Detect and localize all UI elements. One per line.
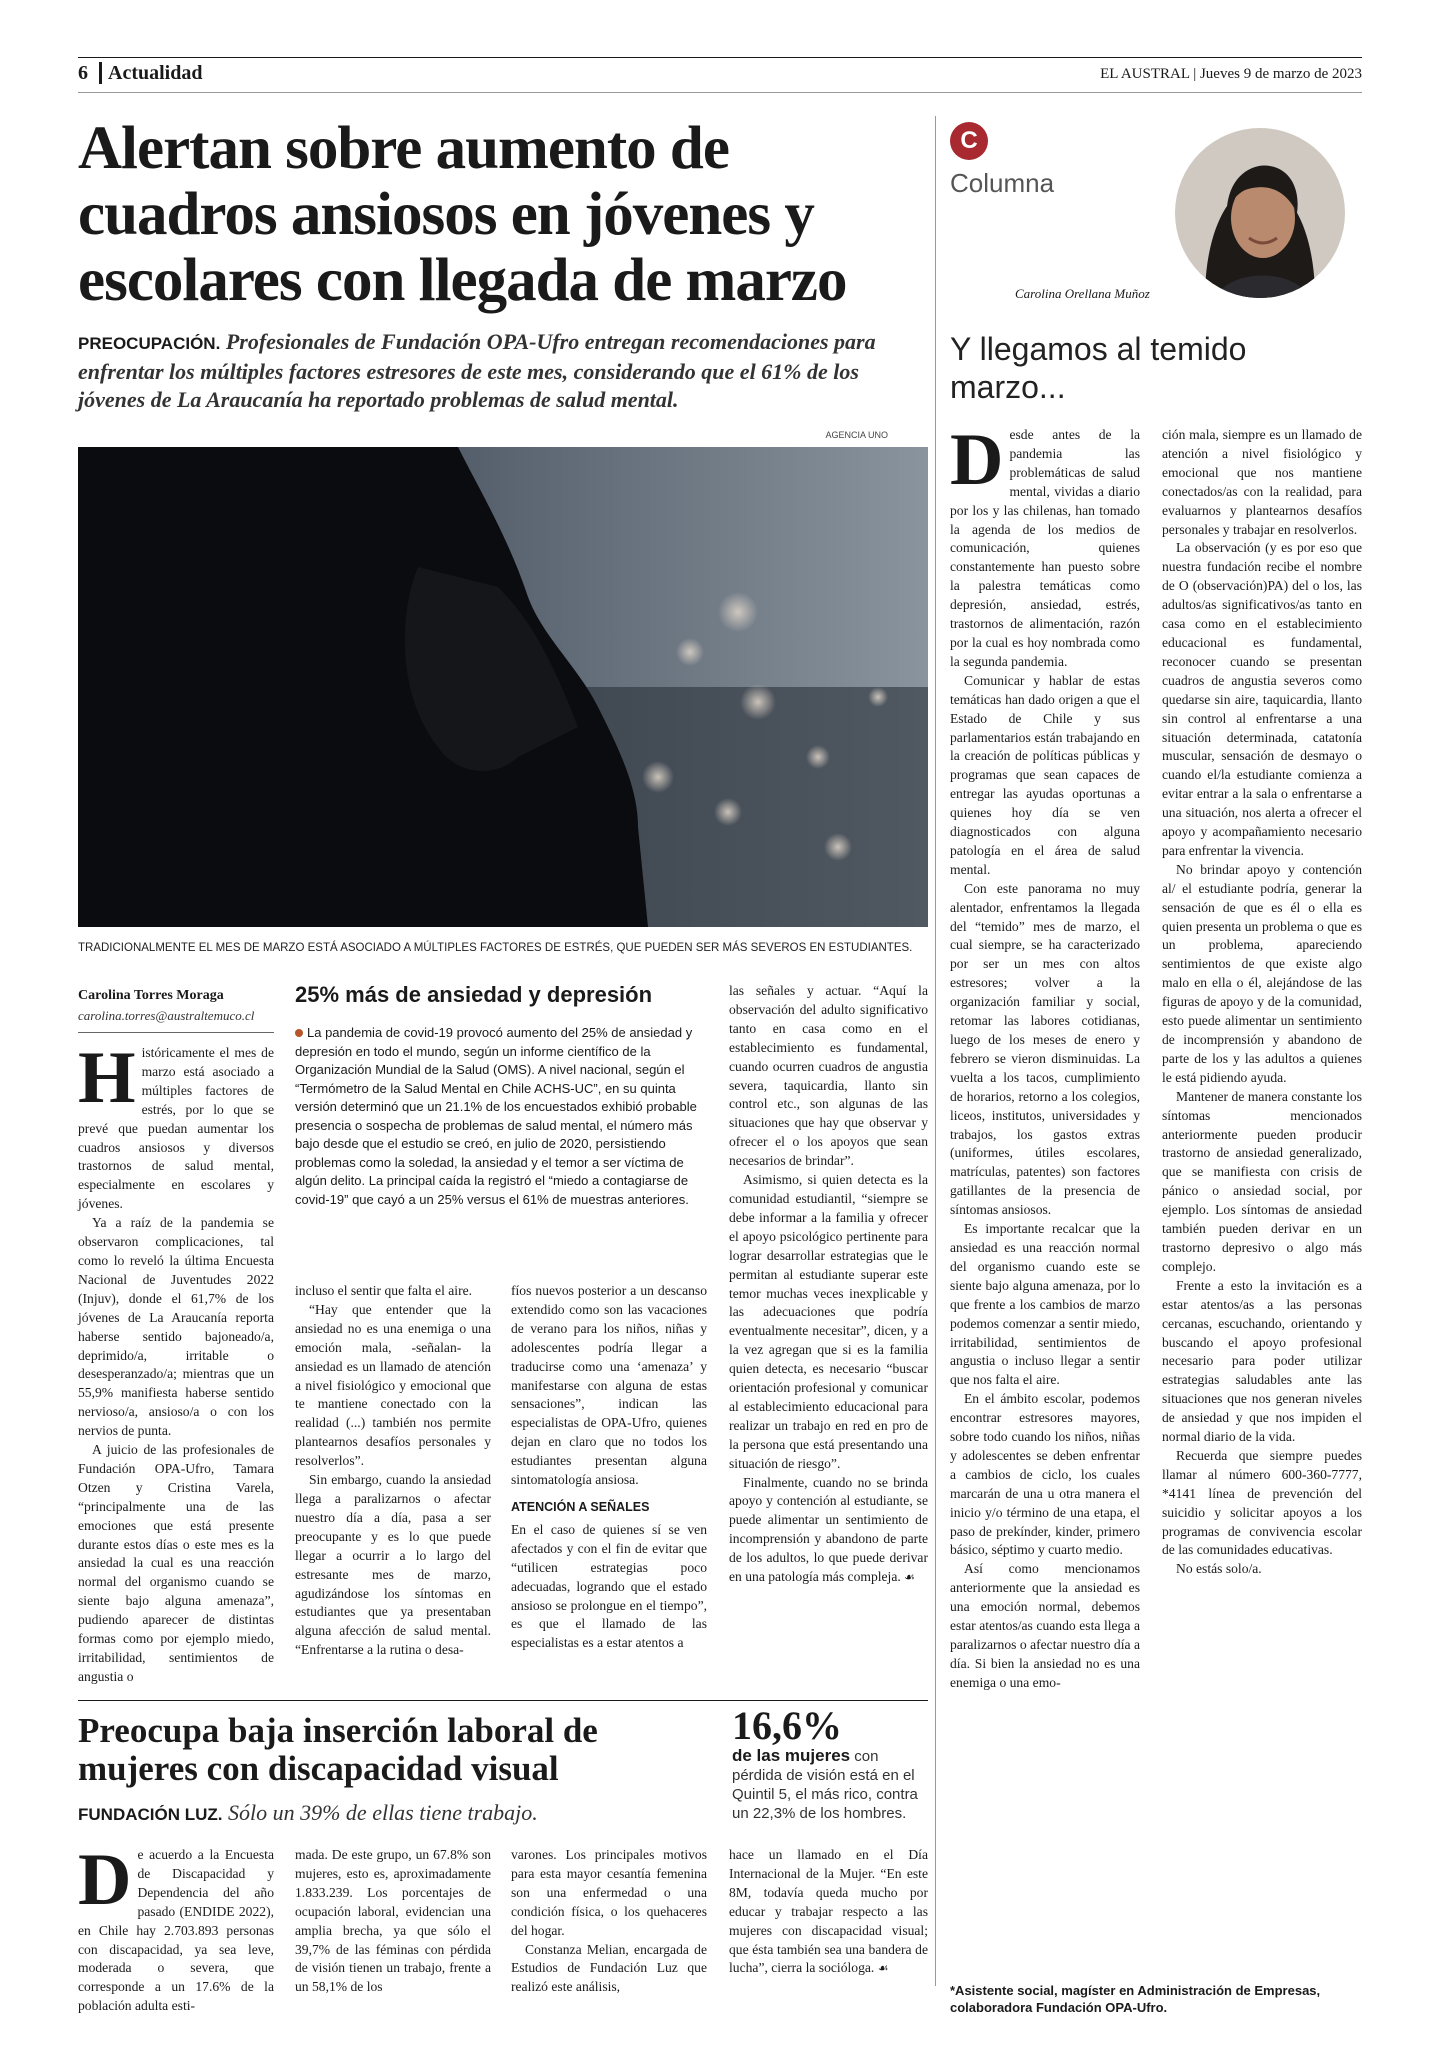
publication-date: Jueves 9 de marzo de 2023 bbox=[1199, 66, 1362, 82]
column-a-p2: Comunicar y hablar de estas temáticas han dado origen a que el Estado de Chile y sus parlamentarios están trabajando en la creación de políticas públicas y programas que sean capaces de entregar las ayudas oportunas a quienes hoy día se ven diagnosticados con alguna patología en el área de salud mental. bbox=[950, 672, 1140, 877]
main-col1-p1: istóricamente el mes de marzo está asociado a múltiples factores de estrés, por lo que se prevé que puedan aumentar los cuadros ansiosos y diversos trastornos de salud mental, especialmente en escolares y jóvenes. bbox=[78, 1045, 274, 1212]
column-title: Y llegamos al temido marzo... bbox=[950, 331, 1247, 405]
main-col1-p3: A juicio de las profesionales de Fundación OPA-Ufro, Tamara Otzen y Cristina Varela, “principalmente una de las emociones que está presente durante estos días o este mes es la ansiedad la cual es una reacción normal del organismo cuando se siente bajo alguna amenaza”, pudiendo aparecer de distintas formas como por ejemplo miedo, irritabilidad, sentimientos de angustia o bbox=[78, 1442, 274, 1684]
stat-number: 16,6% bbox=[732, 1703, 842, 1748]
second-col1-text: e acuerdo a la Encuesta de Discapacidad y Dependencia del año pasado (ENDIDE 2022), en Chile hay 2.703.893 personas con discapacidad, ya sea leve, moderada o severa, que corresponde a un 17.6% de la población adulta esti- bbox=[78, 1847, 274, 2014]
portrait-image bbox=[1175, 128, 1345, 298]
column-b-p2: La observación (y es por eso que nuestra fundación recibe el nombre de O (observación)PA) del o los, las adultos/as significativos/as tanto en casa como en el establecimiento educacional es fundamental, reconocer cuando se presentan cuadros de angustia severos como quedarse sin aire, taquicardia, llanto sin control al enfrentarse a una situación determinada, catatonía muscular, sensación de desmayo o cuando el/la estudiante comienza a evitar entrar a la sala o enfrentarse a una situación, nos alerta a ofrecer el apoyo y acompañamiento necesario para enfrentar la vivencia. bbox=[1162, 540, 1362, 858]
article-author-email[interactable]: carolina.torres@australtemuco.cl bbox=[78, 1008, 255, 1023]
main-col3-p1: fíos nuevos posterior a un descanso extendido como son las vacaciones de verano para los niños, niñas y adolescentes podría llegar a traducirse como una ‘amenaza’ y manifestarse con alguna de estas sensaciones”, indican las especialistas de OPA-Ufro, quienes dejan en claro que no todos los estudiantes presentan alguna sintomatología ansiosa. bbox=[511, 1283, 707, 1488]
bullet-icon bbox=[295, 1029, 303, 1037]
second-col3-p1: varones. Los principales motivos para esta mayor cesantía femenina son una enfermedad o una condición física, o los quehaceres del hogar. bbox=[511, 1847, 707, 1938]
column-b-p6: Recuerda que siempre puedes llamar al número 600-360-7777, *4141 línea de prevención del suicidio y solicitar apoyos a los programas de convivencia escolar de las comunidades educativas. bbox=[1162, 1447, 1362, 1558]
column-dropcap: D bbox=[950, 419, 1004, 501]
column-divider bbox=[935, 116, 936, 1986]
second-column-2 bbox=[295, 1846, 491, 1997]
box-body bbox=[295, 1024, 705, 1209]
column-label: Columna bbox=[950, 168, 1055, 198]
second-dek bbox=[78, 1800, 538, 1826]
second-col2-text: mada. De este grupo, un 67.8% son mujeres, esto es, aproximadamente 1.833.239. Los porcentajes de ocupación laboral, evidencian una amplia brecha, ya que sólo el 39,7% de las féminas con pérdida de visión tienen un trabajo, frente a un 58,1% de los bbox=[295, 1847, 491, 1995]
main-col4-p1: las señales y actuar. “Aquí la observación del adulto significativo tanto en casa como en el establecimiento es fundamental, cuando ocurren cuadros de angustia severa, taquicardia, llanto sin control etc., son algunas de las situaciones que hay que observar y ofrecer el o los apoyos que sean necesarios de brindar”. bbox=[729, 983, 928, 1169]
column-b-p5: Frente a esto la invitación es a estar atentos/as a las personas cercanas, escuchando, orientando y buscando el apoyo profesional necesario para poder utilizar estrategias saludables ante las situaciones que nos generan niveles de ansiedad y que nos impiden el normal diario de la vida. bbox=[1162, 1277, 1362, 1445]
article-author: Carolina Torres Moraga bbox=[78, 988, 224, 1003]
second-kicker: FUNDACIÓN LUZ. bbox=[78, 1805, 223, 1824]
main-col4-p3-text: Finalmente, cuando no se brinda apoyo y contención al estudiante, se puede alimentar un sentimiento de incomprensión y abandono de parte de los adultos, lo que puede derivar en una patología más compleja. bbox=[729, 1474, 928, 1585]
main-col1-p2: Ya a raíz de la pandemia se observaron complicaciones, tal como lo reveló la última Encuesta Nacional de Juventudes 2022 (Injuv), donde el 61,7% de los jóvenes de La Araucanía reporta haberse sentido bajoneado/a, deprimido/a, irritable o desesperanzado/a; mientras que un 55,9% manifiesta haberse sentido nervioso/a, ansioso/a o con los nervios de punta. bbox=[78, 1215, 274, 1439]
column-col-a bbox=[950, 419, 1140, 1693]
publication-name: EL AUSTRAL bbox=[1100, 66, 1190, 82]
main-headline: Alertan sobre aumento de cuadros ansiosos en jóvenes y escolares con llegada de marzo bbox=[78, 115, 847, 314]
column-a-p5: En el ámbito escolar, podemos encontrar estresores mayores, sobre todo cuando los niños, niñas y adolescentes se deben enfrentar a cambios de ciclo, los cuales marcarán de una u otra manera el inicio y/o término de una etapa, el paso de prekínder, kinder, primero básico, séptimo y cuarto medio. bbox=[950, 1391, 1140, 1558]
main-dropcap: H bbox=[78, 1037, 136, 1119]
photo-credit: AGENCIA UNO bbox=[825, 430, 888, 440]
second-article-rule bbox=[78, 1700, 928, 1701]
stat-text: con pérdida de visión está en el Quintil 5, el más rico, contra un 22,3% de los hombres. bbox=[732, 1748, 918, 1822]
photo-caption: TRADICIONALMENTE EL MES DE MARZO ESTÁ ASOCIADO A MÚLTIPLES FACTORES DE ESTRÉS, QUE PUEDEN SER MÁS SEVEROS EN ESTUDIANTES. bbox=[78, 942, 913, 954]
column-b-p4: Mantener de manera constante los síntomas mencionados anteriormente pueden producir trastorno de ansiedad generalizado, que se manifiesta con crisis de pánico o ansiedad social, por ejemplo. Los síntomas de ansiedad también pueden derivar en un trastorno depresivo o algo más complejo. bbox=[1162, 1088, 1362, 1274]
main-dek-text: Profesionales de Fundación OPA-Ufro entregan recomendaciones para enfrentar los múltiples factores estresores de este mes, considerando que el 61% de los jóvenes de La Araucanía ha reportado problemas de salud mental. bbox=[78, 329, 876, 412]
main-col4-p2: Asimismo, si quien detecta es la comunidad estudiantil, “siempre se debe informar a la familia y ofrecer el apoyo psicológico pertinente para lograr desarrollar estrategias que le permitan al estudiante superar este temor muchas veces inexplicable y las adecuaciones que podría eventualmente necesitar”, dicen, y a la vez agregan que si es la familia quien detecta, es necesario “buscar orientación profesional y comunicar al establecimiento educacional para realizar un trabajo en red en pro de la persona que está presentando una situación de riesgo”. bbox=[729, 1172, 928, 1471]
main-column-3 bbox=[511, 1282, 707, 1653]
column-a-p3: Con este panorama no muy alentador, enfrentamos la llegada del “temido” mes de marzo, el cual siempre, se ha caracterizado por ser un mes con altos estresores; volver a la organización familiar y social, retomar las labores cotidianas, luego de los meses de enero y febrero se vieron disminuidas. La vuelta a los tacos, cumplimiento de horarios, retorno a los colegios, liceos, institutos, universidades y trabajos, los gastos extras (uniformes, útiles escolares, matrículas, patentes) son factores gatillantes de la presencia de síntomas ansiosos. bbox=[950, 880, 1140, 1218]
second-dropcap: D bbox=[78, 1839, 132, 1921]
end-mark-icon: ☙ bbox=[904, 1570, 915, 1585]
main-column-1 bbox=[78, 1037, 274, 1687]
page-number: 6 bbox=[78, 62, 88, 84]
main-kicker: PREOCUPACIÓN. bbox=[78, 334, 221, 353]
second-col3-p2: Constanza Melian, encargada de Estudios de Fundación Luz que realizó este análisis, bbox=[511, 1941, 707, 1995]
column-author: Carolina Orellana Muñoz bbox=[1015, 286, 1150, 301]
main-column-4 bbox=[729, 982, 928, 1587]
second-column-4 bbox=[729, 1846, 928, 1978]
column-a-p4: Es importante recalcar que la ansiedad es una reacción normal del organismo cuando este se siente bajo alguna amenaza, por lo que frente a los cambios de marzo podemos comenzar a sentir miedo, irritabilidad, sentimientos de angustia o incluso llegar a sentir que nos falta el aire. bbox=[950, 1221, 1140, 1388]
author-portrait bbox=[1175, 128, 1345, 298]
second-column-1 bbox=[78, 1839, 274, 2016]
main-column-2 bbox=[295, 1282, 491, 1660]
column-a-p1: esde antes de la pandemia las problemáticas de salud mental, vividas a diario por los y las chilenas, han tomado la agenda de los medios de comunicación, quienes constantemente han puesto sobre la palestra temáticas como depresión, ansiedad, estrés, trastornos de alimentación, razón por la cual es hoy nombrada como la segunda pandemia. bbox=[950, 427, 1140, 669]
page-header-left bbox=[78, 62, 202, 85]
main-col4-p3 bbox=[729, 1474, 928, 1587]
second-column-3 bbox=[511, 1846, 707, 1997]
silhouette-photo bbox=[78, 447, 928, 927]
column-a-p6: Así como mencionamos anteriormente que la ansiedad es una emoción normal, debemos estar atentos/as cuando esta llega a paralizarnos o afectar nuestro día a día. Si bien la ansiedad no es una enemiga o una emo- bbox=[950, 1561, 1140, 1690]
main-photo bbox=[78, 447, 928, 927]
stat-bold: de las mujeres bbox=[732, 1746, 851, 1765]
section-name: Actualidad bbox=[108, 62, 203, 84]
main-col2-p2: “Hay que entender que la ansiedad no es una enemiga o una emoción mala, -señalan- la ansiedad es un llamado de atención a nivel fisiológico y emocional que te mantiene conectado con la realidad (...) también nos permite plantearnos desafíos personales y resolverlos”. bbox=[295, 1301, 491, 1469]
column-footnote: *Asistente social, magíster en Administración de Empresas, colaboradora Fundación OPA-Ufro. bbox=[950, 1983, 1321, 2015]
header-rule bbox=[78, 92, 1362, 93]
box-text: La pandemia de covid-19 provocó aumento del 25% de ansiedad y depresión en todo el mundo, según un informe científico de la Organización Mundial de la Salud (OMS). A nivel nacional, según el “Termómetro de la Salud Mental en Chile ACHS-UC”, en su quinta versión determinó que un 21.1% de los encuestados exhibió probable presencia o sospecha de problemas de salud mental, el número más bajo desde que el estudio se creó, en julio de 2020, persistiendo problemas como la soledad, la ansiedad y el temor a ser víctima de algún delito. La principal caída la registró el “miedo a contagiarse de covid-19” que cayó a un 25% versus el 61% de muestras anteriores. bbox=[295, 1025, 697, 1207]
column-col-b bbox=[1162, 426, 1362, 1579]
box-title: 25% más de ansiedad y depresión bbox=[295, 982, 653, 1007]
main-col3-subhead: ATENCIÓN A SEÑALES bbox=[511, 1499, 650, 1514]
second-headline: Preocupa baja inserción laboral de mujeres con discapacidad visual bbox=[78, 1711, 598, 1788]
main-col2-p1: incluso el sentir que falta el aire. bbox=[295, 1283, 473, 1298]
column-logo-icon: C bbox=[950, 122, 988, 160]
column-b-p1: ción mala, siempre es un llamado de atención a nivel fisiológico y emocional que nos mantiene conectados/as con la realidad, para evaluarnos y plantearnos desafíos personales y trabajar en resolverlos. bbox=[1162, 427, 1362, 537]
main-dek bbox=[78, 328, 918, 414]
second-col4-text: hace un llamado en el Día Internacional de la Mujer. “En este 8M, todavía queda mucho por educar y trabajar respecto a las mujeres con discapacidad visual; que ésta también sea una bandera de lucha”, cierra la socióloga. bbox=[729, 1847, 928, 1976]
column-b-p7: No estás solo/a. bbox=[1176, 1561, 1262, 1577]
second-end-mark-icon: ☙ bbox=[877, 1961, 889, 1976]
stat-box bbox=[732, 1703, 932, 1823]
main-col3-p2: En el caso de quienes sí se ven afectados y con el fin de evitar que “utilicen estrategias poco adecuadas, logrando que el estado ansioso se prolongue en el tiempo”, es que el llamado de las especialistas es a estar atentos a bbox=[511, 1521, 707, 1651]
byline-rule bbox=[78, 1032, 274, 1033]
stat-label bbox=[732, 1746, 932, 1823]
main-col2-p3: Sin embargo, cuando la ansiedad llega a paralizarnos o afectar nuestro día a día, pasa a ser preocupante y es lo que puede llegar a ocurrir a lo largo del estresante mes de marzo, agudizándose los síntomas en estudiantes que ya presentaban alguna afección de salud mental. “Enfrentarse a la rutina o desa- bbox=[295, 1472, 491, 1658]
top-rule bbox=[78, 57, 1362, 58]
second-dek-text: Sólo un 39% de ellas tiene trabajo. bbox=[227, 1800, 538, 1825]
column-b-p3: No brindar apoyo y contención al/ el estudiante podría, generar la sensación de que es él o ella es quien presenta un problema o que es un problema, apareciendo sentimientos de que existe algo malo en ella o él, alejándose de las figuras de apoyo y de la comunidad, esto puede alimentar un sentimiento de incomprensión y abandono de parte de los y las adultos a quienes le está pidiendo ayuda. bbox=[1162, 861, 1362, 1085]
page-header-right: EL AUSTRAL | Jueves 9 de marzo de 2023 bbox=[1100, 66, 1362, 82]
